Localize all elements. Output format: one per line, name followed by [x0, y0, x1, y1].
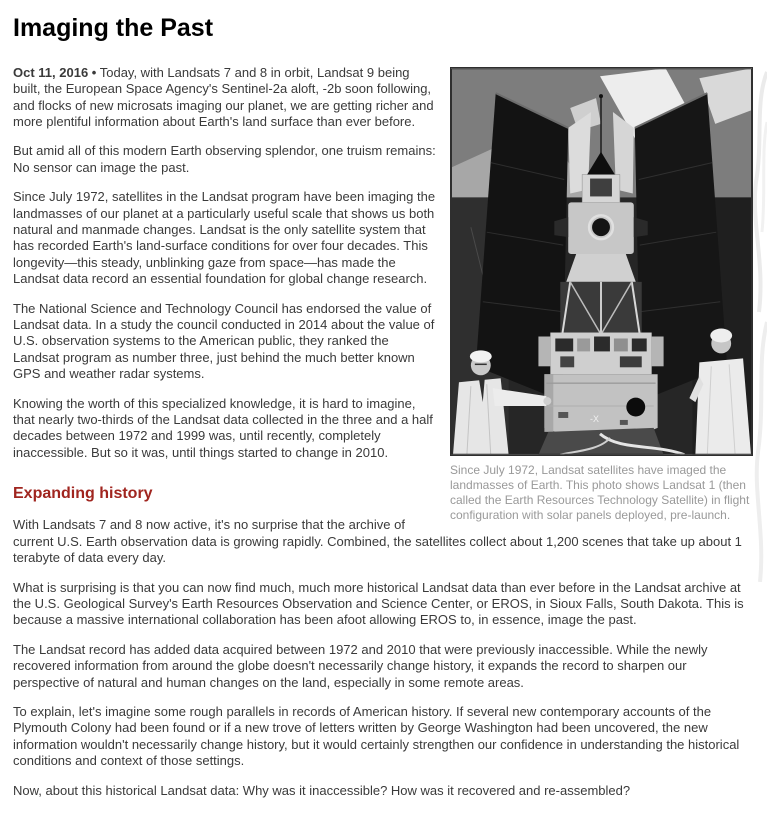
section-paragraph-3: The Landsat record has added data acquired between 1972 and 2010 that were previously inaccessible. While the newly recovered information from around the globe doesn't necessarily change history, it expands the record to sharpen our perspective of natural and human changes on the land, especially in some remote areas. — [13, 641, 708, 690]
photo-caption: Since July 1972, Landsat satellites have imaged the landmasses of Earth. This photo shows Landsat 1 (then called the Earth Resources Technology Satellite) in flight configuration with solar panels deployed, pre-launch. — [450, 462, 750, 522]
article-date: Oct 11, 2016 • — [13, 64, 97, 80]
satellite-figure — [450, 67, 755, 523]
section-paragraph-4: To explain, let's imagine some rough parallels in records of American history. If several new contemporary accounts of the Plymouth Colony had been found or if a new trove of letters written by George Washington had been uncovered, the new information wouldn't necessarily change history, but it would certainly strengthen our confidence in understanding the historical conditions and context of those settings. — [13, 703, 740, 769]
section-paragraph-2: What is surprising is that you can now find much, much more historical Landsat data than ever before in the Landsat archive at the U.S. Geological Survey's Earth Resources Observation and Science Center, or EROS, in Sioux Falls, South Dakota. This is because a massive international collaboration has been afoot allowing EROS to, in essence, image the past. — [13, 579, 744, 628]
intro-paragraph-3: Since July 1972, satellites in the Landsat program have been imaging the landmasses of our planet at a particularly useful scale that shows us both natural and manmade changes. Landsat is the only satellite system that has recorded Earth's land-surface conditions for over four decades. This longevity—this steady, unblinking gaze from space—has made the Landsat data record an essential foundation for global change research. — [13, 189, 436, 287]
intro-paragraph-5: Knowing the worth of this specialized knowledge, it is hard to imagine, that nearly two-thirds of the Landsat data collected in the three and a half decades between 1972 and 1999 was, until recently, completely inaccessible. But so it was, until things started to change in 2010. — [13, 395, 433, 460]
svg-text:-X: -X — [590, 413, 600, 424]
page-title: Imaging the Past — [13, 14, 214, 42]
intro-paragraph-4: The National Science and Technology Council has endorsed the value of Landsat data. In a study the council conducted in 2014 about the value of U.S. observation systems to the American public, they ranked the Landsat program as number three, just behind the much better known GPS and weather radar systems. — [13, 300, 435, 382]
background-texture — [753, 62, 767, 582]
satellite-photo — [450, 67, 753, 456]
section-paragraph-5: Now, about this historical Landsat data: Why was it inaccessible? How was it recovered and re-assembled? — [13, 782, 631, 798]
section-paragraph-1: With Landsats 7 and 8 now active, it's no surprise that the archive of current U.S. Earth observation data is growing rapidly. Combined, the satellites collect about 1,200 scenes that take up about 1 terabyte of data every day. — [13, 517, 742, 566]
intro-paragraph-1-text: Today, with Landsats 7 and 8 in orbit, Landsat 9 being built, the European Space Agency's Sentinel-2a aloft, -2b soon following, and flocks of new microsats imaging our planet, we are getting richer and more plentiful information about Earth's land surface than ever before. — [13, 64, 434, 129]
section-heading-expanding-history: Expanding history — [13, 485, 153, 503]
intro-paragraph-2: But amid all of this modern Earth observing splendor, one truism remains: No sensor can image the past. — [13, 143, 436, 175]
